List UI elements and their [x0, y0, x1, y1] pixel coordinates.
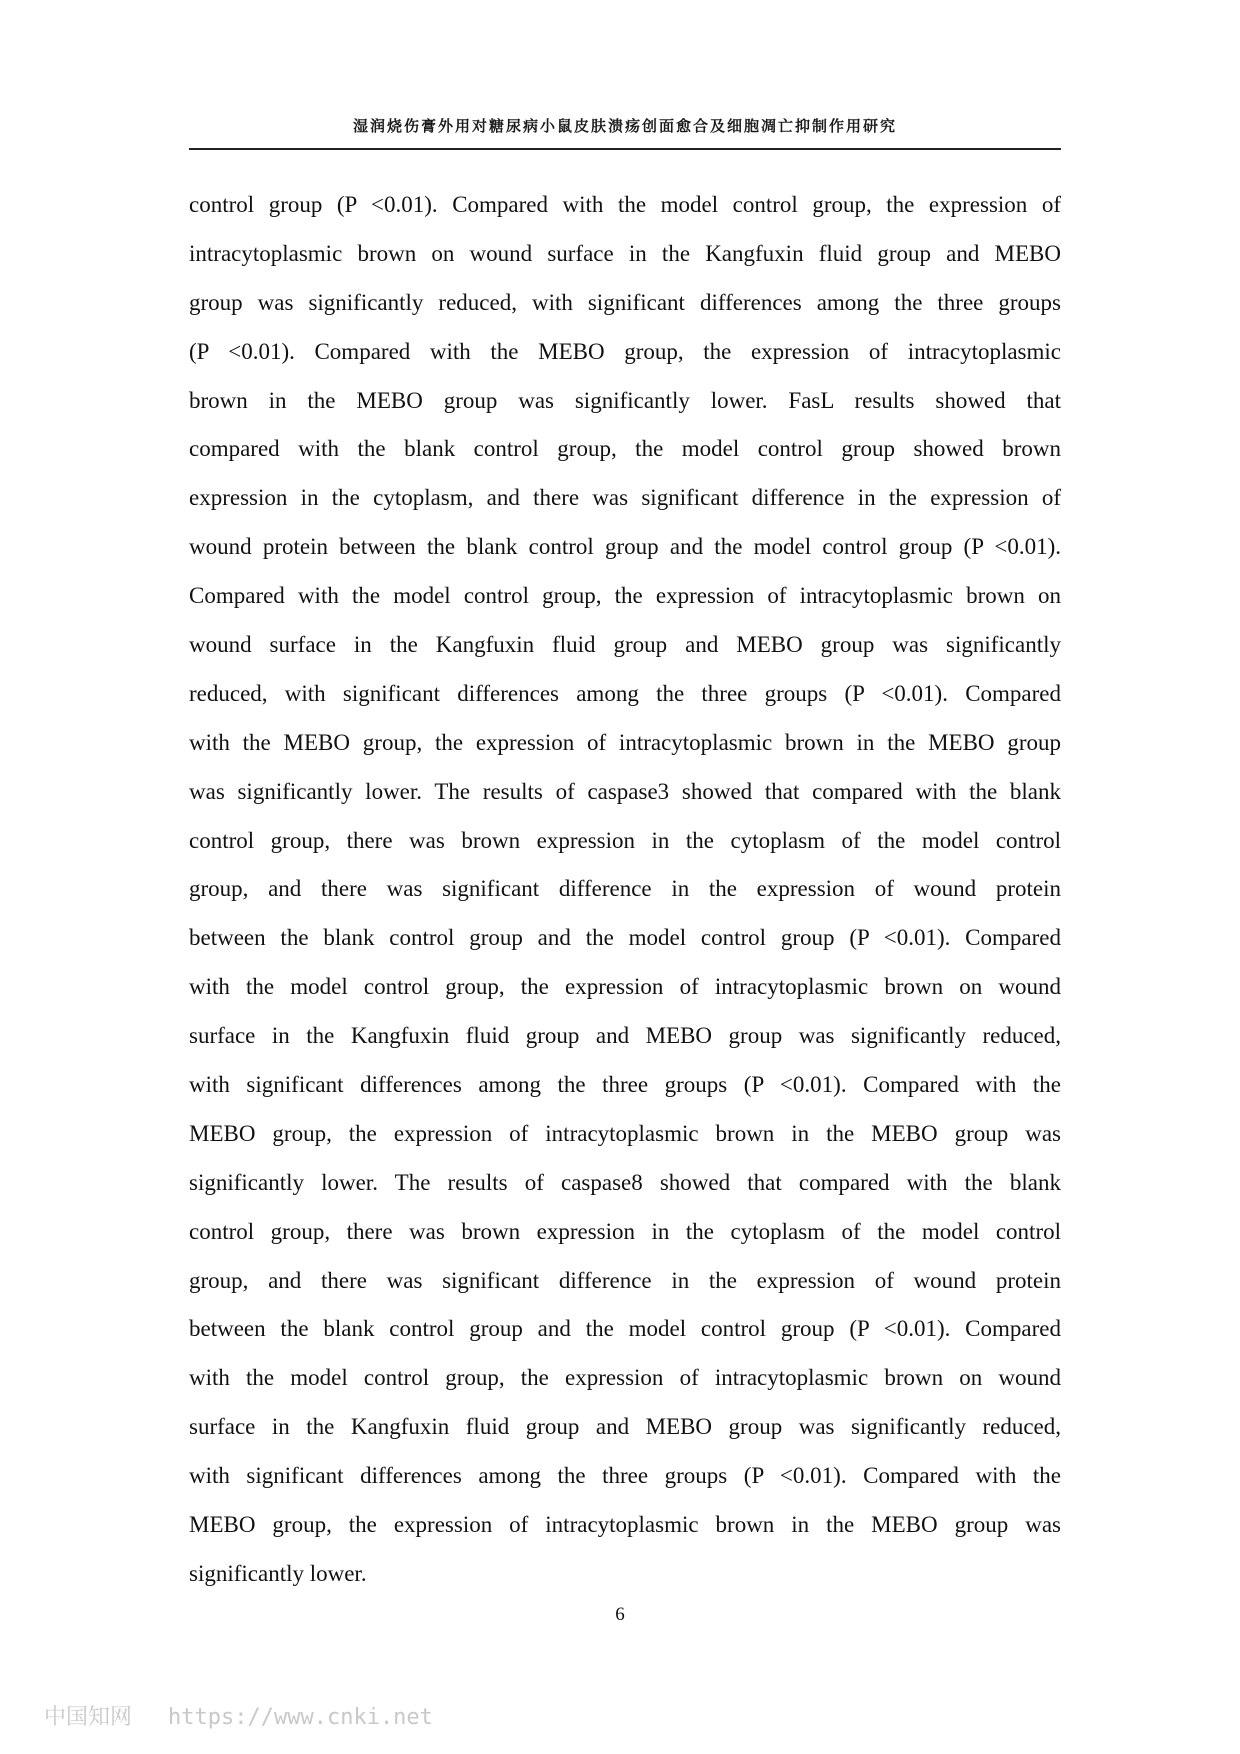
running-header: 湿润烧伤膏外用对糖尿病小鼠皮肤溃疡创面愈合及细胞凋亡抑制作用研究 [352, 117, 897, 135]
text-line: with significant differences among the three groups (P <0.01). Compared with the [189, 1072, 1061, 1098]
header-rule [189, 148, 1061, 150]
text-line: surface in the Kangfuxin fluid group and MEBO group was significantly reduced, [189, 1023, 1061, 1049]
text-line: MEBO group, the expression of intracytoplasmic brown in the MEBO group was [189, 1120, 1061, 1146]
text-line: group, and there was significant difference in the expression of wound protein [189, 1267, 1061, 1293]
text-line: compared with the blank control group, the model control group showed brown [189, 436, 1061, 462]
text-line: control group, there was brown expression in the cytoplasm of the model control [189, 827, 1061, 853]
text-line: control group, there was brown expression in the cytoplasm of the model control [189, 1218, 1061, 1244]
text-line: reduced, with significant differences among the three groups (P <0.01). Compared [189, 680, 1061, 706]
text-line: with significant differences among the three groups (P <0.01). Compared with the [189, 1463, 1061, 1489]
watermark-site-name: 中国知网 [44, 1705, 133, 1730]
text-line: was significantly lower. The results of caspase3 showed that compared with the blank [189, 778, 1061, 804]
text-line: wound protein between the blank control group and the model control group (P <0.01). [189, 534, 1061, 560]
text-line: with the MEBO group, the expression of intracytoplasmic brown in the MEBO group [189, 729, 1061, 755]
text-line: Compared with the model control group, the expression of intracytoplasmic brown on [189, 583, 1061, 609]
watermark-url: https://www.cnki.net [168, 1705, 433, 1730]
text-line: surface in the Kangfuxin fluid group and MEBO group was significantly reduced, [189, 1414, 1061, 1440]
page-number: 6 [615, 1604, 625, 1625]
text-line: with the model control group, the expression of intracytoplasmic brown on wound [189, 974, 1061, 1000]
text-line: expression in the cytoplasm, and there was significant difference in the expression of [189, 485, 1061, 511]
text-line: MEBO group, the expression of intracytoplasmic brown in the MEBO group was [189, 1512, 1061, 1538]
text-line: significantly lower. The results of caspase8 showed that compared with the blank [189, 1169, 1061, 1195]
text-line: with the model control group, the expression of intracytoplasmic brown on wound [189, 1365, 1061, 1391]
text-line: between the blank control group and the model control group (P <0.01). Compared [189, 925, 1061, 951]
text-line: between the blank control group and the model control group (P <0.01). Compared [189, 1316, 1061, 1342]
text-line: (P <0.01). Compared with the MEBO group, the expression of intracytoplasmic [189, 338, 1061, 364]
text-line: wound surface in the Kangfuxin fluid group and MEBO group was significantly [189, 632, 1061, 658]
text-line: group was significantly reduced, with significant differences among the three groups [189, 289, 1061, 315]
text-line: brown in the MEBO group was significantly lower. FasL results showed that [189, 387, 1061, 413]
text-line: control group (P <0.01). Compared with the model control group, the expression of [189, 192, 1061, 217]
cnki-watermark [44, 1700, 433, 1731]
text-line: significantly lower. [189, 1560, 367, 1586]
text-line: group, and there was significant difference in the expression of wound protein [189, 876, 1061, 902]
text-line: intracytoplasmic brown on wound surface in the Kangfuxin fluid group and MEBO [189, 240, 1061, 266]
body-paragraph [189, 186, 1061, 1604]
